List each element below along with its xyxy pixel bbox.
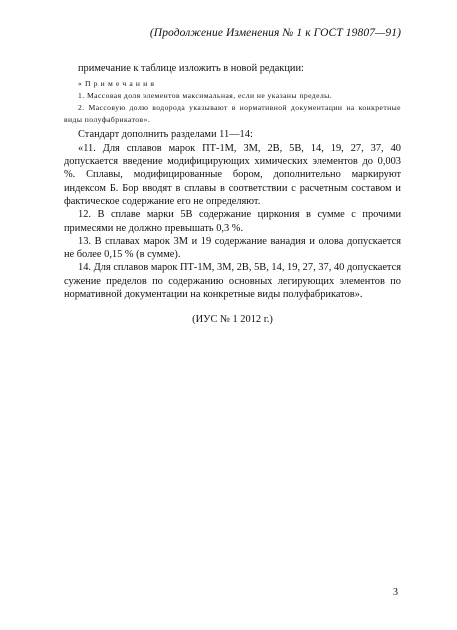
paragraph-section-13: 13. В сплавах марок 3М и 19 содержание ванадия и олова допускается не более 0,15 % (в сумме). [64,235,401,261]
paragraph-section-14: 14. Для сплавов марок ПТ-1М, 3М, 2В, 5В, 14, 19, 27, 37, 40 допускается сужение пределов по содержанию основных легирующих элементов по нормативной документации на конкретные виды полуфабрикатов». [64,262,401,301]
page-number: 3 [393,587,398,598]
note-item: 2. Массовую долю водорода указывают в нормативной документации на конкретные виды полуфабрикатов». [64,102,401,124]
paragraph-section-11: «11. Для сплавов марок ПТ-1М, 3М, 2В, 5В, 14, 19, 27, 37, 40 допускается введение модифицирующих химических элементов до 0,003 %. Сплавы, модифицированные бором, дополнительно маркируют индексом Б. Бор вводят в сплавы в соответствии с расчетным составом и фактическое содержание его не определяют. [64,142,401,207]
publication-source: (ИУС № 1 2012 г.) [192,314,273,326]
note-item: 1. Массовая доля элементов максимальная, если не указаны пределы. [78,91,333,101]
notes-heading: «Примечания [78,79,158,89]
table-notes [64,78,401,125]
paragraph-section-12: 12. В сплаве марки 5В содержание циркония в сумме с прочими примесями не должно превышать 0,3 %. [64,209,401,234]
intro-line: примечание к таблице изложить в новой редакции: [78,63,304,74]
amendment-header: (Продолжение Изменения № 1 к ГОСТ 19807—91) [149,27,401,39]
document-body [64,62,401,327]
paragraph-sections-added: Стандарт дополнить разделами 11—14: [78,129,253,141]
